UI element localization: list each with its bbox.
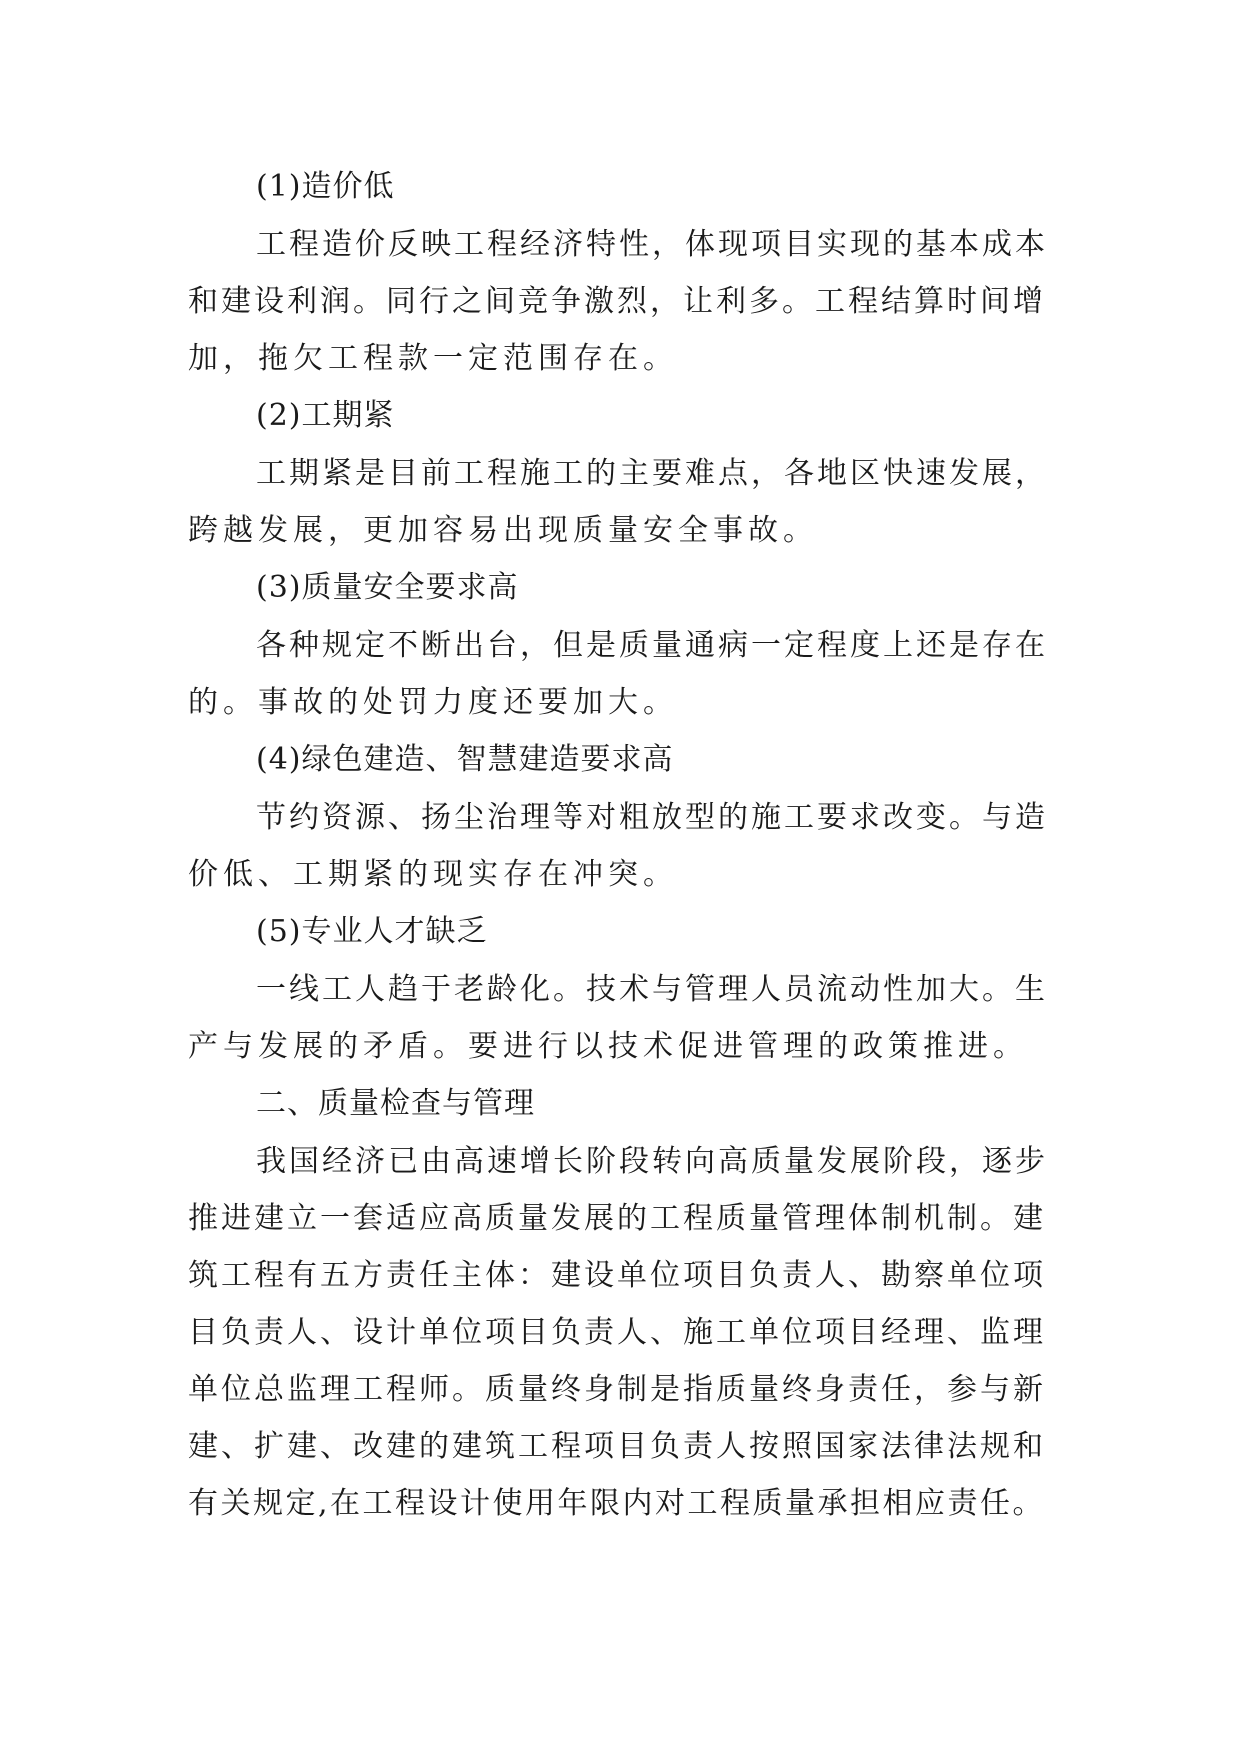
heading-low-cost: (1)造价低: [256, 169, 395, 204]
paragraph-line: 目负责人、设计单位项目负责人、施工单位项目经理、监理: [188, 1315, 1046, 1350]
paragraph-line: 的。事故的处罚力度还要加大。: [188, 685, 678, 720]
heading-quality-safety: (3)质量安全要求高: [256, 570, 519, 605]
paragraph-tight-schedule: [188, 445, 1052, 559]
paragraph-line: 我国经济已由高速增长阶段转向高质量发展阶段，逐步: [256, 1144, 1048, 1179]
paragraph-line: 跨越发展，更加容易出现质量安全事故。: [188, 513, 818, 548]
paragraph-quality-safety: [188, 617, 1052, 731]
paragraph-line: 加，拖欠工程款一定范围存在。: [188, 341, 678, 376]
document-page: [188, 158, 1052, 1532]
paragraph-line: 单位总监理工程师。质量终身制是指质量终身责任，参与新: [188, 1372, 1046, 1407]
paragraph-line: 建、扩建、改建的建筑工程项目负责人按照国家法律法规和: [188, 1429, 1046, 1464]
paragraph-line: 有关规定,在工程设计使用年限内对工程质量承担相应责任。: [188, 1486, 1046, 1521]
heading-talent-shortage: (5)专业人才缺乏: [256, 914, 488, 949]
paragraph-quality-inspection: [188, 1133, 1052, 1532]
paragraph-line: 价低、工期紧的现实存在冲突。: [188, 857, 678, 892]
paragraph-line: 产与发展的矛盾。要进行以技术促进管理的政策推进。: [188, 1029, 1028, 1064]
paragraph-line: 工期紧是目前工程施工的主要难点，各地区快速发展，: [256, 456, 1048, 491]
paragraph-line: 筑工程有五方责任主体：建设单位项目负责人、勘察单位项: [188, 1258, 1046, 1293]
paragraph-line: 各种规定不断出台，但是质量通病一定程度上还是存在: [256, 628, 1048, 663]
heading-tight-schedule: (2)工期紧: [256, 398, 395, 433]
paragraph-low-cost: [188, 216, 1052, 387]
heading-quality-inspection: 二、质量检查与管理: [256, 1086, 535, 1121]
paragraph-green-smart: [188, 789, 1052, 903]
paragraph-talent-shortage: [188, 961, 1052, 1075]
paragraph-line: 节约资源、扬尘治理等对粗放型的施工要求改变。与造: [256, 800, 1048, 835]
paragraph-line: 推进建立一套适应高质量发展的工程质量管理体制机制。建: [188, 1201, 1046, 1236]
heading-green-smart: (4)绿色建造、智慧建造要求高: [256, 742, 674, 777]
paragraph-line: 一线工人趋于老龄化。技术与管理人员流动性加大。生: [256, 972, 1048, 1007]
paragraph-line: 工程造价反映工程经济特性，体现项目实现的基本成本: [256, 227, 1048, 262]
paragraph-line: 和建设利润。同行之间竞争激烈，让利多。工程结算时间增: [188, 284, 1046, 319]
